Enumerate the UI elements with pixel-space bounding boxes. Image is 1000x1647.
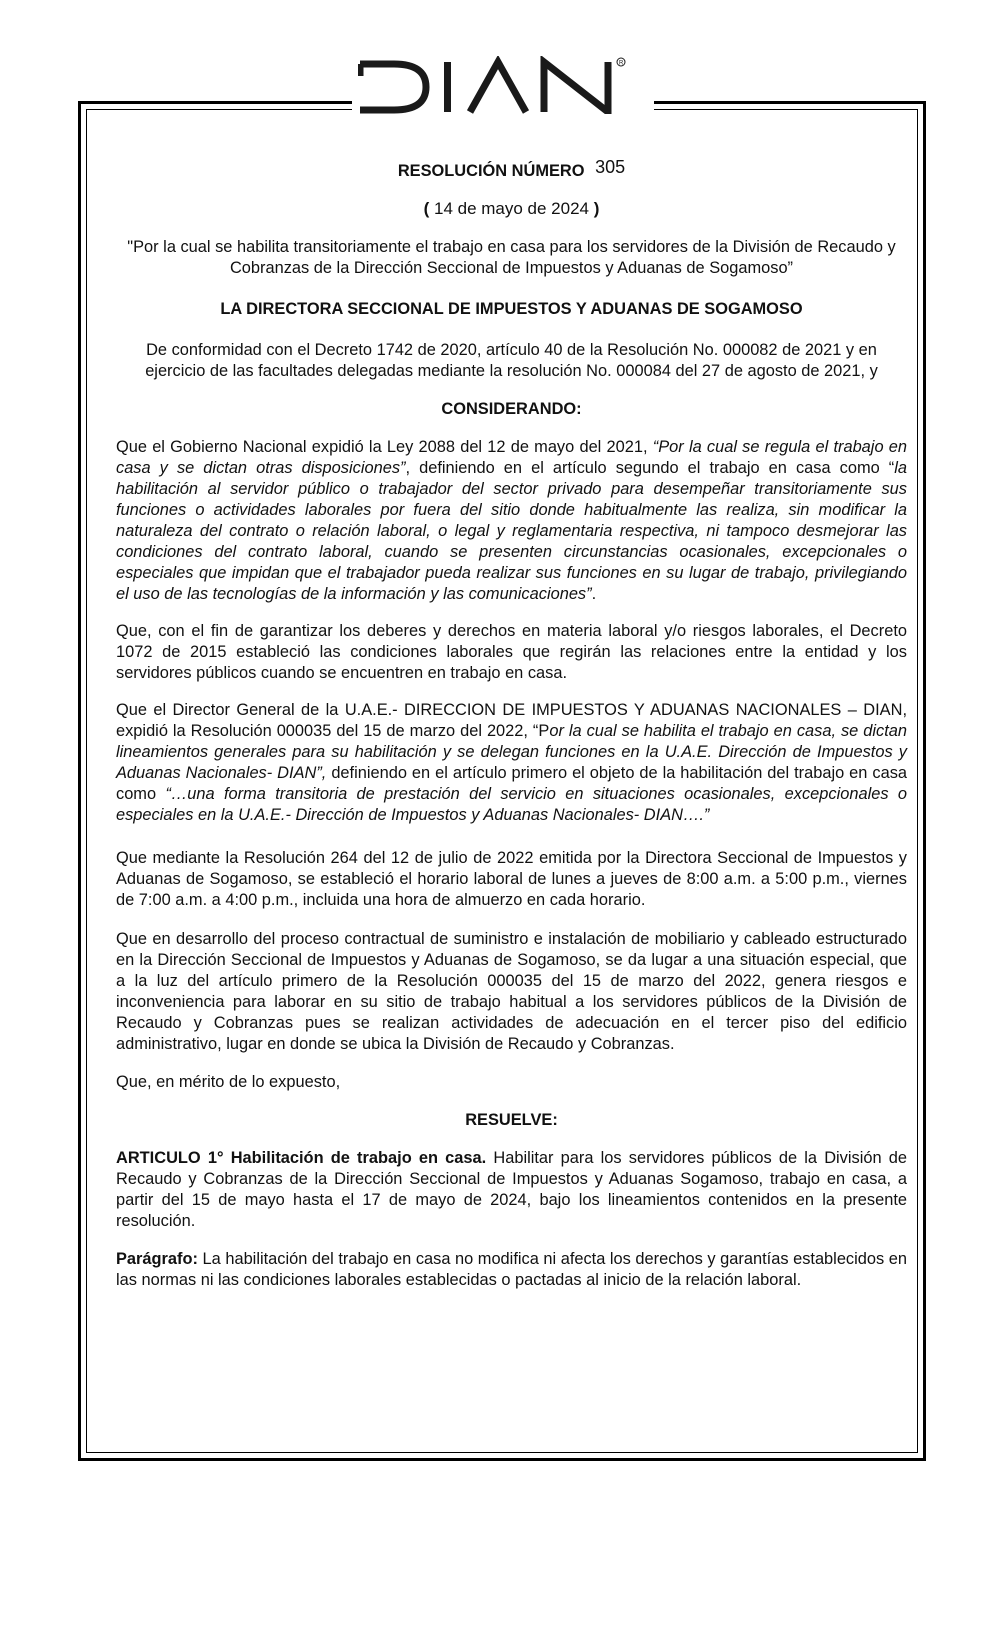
p1-text-a: Que el Gobierno Nacional expidió la Ley 2088 del 12 de mayo del 2021, bbox=[116, 438, 653, 456]
paragrafo-text: La habilitación del trabajo en casa no modifica ni afecta los derechos y garantías establecidos en las normas ni las condiciones laborales establecidas o pactadas al inicio de la relación laboral. bbox=[116, 1250, 907, 1289]
paragraph-resolucion-264: Que mediante la Resolución 264 del 12 de julio de 2022 emitida por la Directora Seccional de Impuestos y Aduanas de Sogamoso, se estableció el horario laboral de lunes a jueves de 8:00 a.m. a 5:00 p.m., viernes de 7:00 a.m. a 4:00 p.m., incluida una hora de almuerzo en cada horario. bbox=[116, 849, 907, 909]
legal-basis: De conformidad con el Decreto 1742 de 2020, artículo 40 de la Resolución No. 000082 de 2021 y en ejercicio de las facultades delegadas mediante la resolución No. 000084 del 27 de agosto de 2021, y bbox=[145, 341, 878, 380]
paragraph-situacion-especial: Que en desarrollo del proceso contractual de suministro e instalación de mobiliario y cableado estructurado en la Dirección Seccional de Impuestos y Aduanas de Sogamoso, se da lugar a una situación especial, que a la luz del artículo primero de la Resolución 000035 del 15 de marzo del 2022, genera riesgos e inconveniencia para laborar en su sitio de trabajo habitual a los servidores públicos de la División de Recaudo y Cobranzas pues se realizan actividades de adecuación en el tercer piso del edificio administrativo, lugar en donde se ubica la División de Recaudo y Cobranzas. bbox=[116, 930, 907, 1053]
paragraph-merito: Que, en mérito de lo expuesto, bbox=[116, 1073, 341, 1091]
p3-text-a: Que el Director General de la U.A.E.- DIRECCION DE IMPUESTOS Y ADUANAS NACIONALES – DIAN, expidió la Resolución 000035 del 15 de marzo del 2022, “P bbox=[116, 701, 907, 740]
considerando-heading: CONSIDERANDO: bbox=[441, 400, 582, 418]
article-1-label: ARTICULO 1° Habilitación de trabajo en casa. bbox=[116, 1149, 487, 1167]
p3-text-c: definiendo en el artículo primero el objeto de la habilitación del trabajo en casa como bbox=[116, 764, 907, 803]
issuing-authority: LA DIRECTORA SECCIONAL DE IMPUESTOS Y ADUANAS DE SOGAMOSO bbox=[220, 300, 803, 318]
date-close-paren: ) bbox=[593, 199, 600, 218]
date-text: 14 de mayo de 2024 bbox=[433, 199, 589, 218]
paragraph-ley-2088 bbox=[116, 437, 907, 605]
p3-quote-title: or la cual se habilita el trabajo en casa, se dictan lineamientos generales para su habilitación y se delegan funciones en la U.A.E. Dirección de Impuestos y Aduanas Nacionales- DIAN”, bbox=[116, 722, 907, 782]
p1-quote-definition: la habilitación al servidor público o trabajador del sector privado para desempeñar transitoriamente sus funciones o actividades laborales por fuera del sitio donde habitualmente las realiza, sin modificar la naturaleza del contrato o relación laboral, o legal y reglamentaria respectiva, ni tampoco desmejorar las condiciones del contrato laboral, cuando se presenten circunstancias ocasionales, excepcionales o especiales que impidan que el trabajador pueda realizar sus funciones en su lugar de trabajo, privilegiando el uso de las tecnologías de la información y las comunicaciones” bbox=[116, 459, 907, 603]
paragraph-decreto-1072: Que, con el fin de garantizar los deberes y derechos en materia laboral y/o riesgos laborales, el Decreto 1072 de 2015 estableció las condiciones laborales que regirán las relaciones entre la entidad y los servidores públicos cuando se encuentren en trabajo en casa. bbox=[116, 622, 907, 682]
p1-quote-title: “Por la cual se regula el trabajo en casa y se dictan otras disposiciones” bbox=[116, 438, 907, 477]
date-open-paren: ( bbox=[423, 199, 430, 218]
dian-logo-graphic bbox=[358, 56, 648, 114]
resolution-title bbox=[116, 157, 907, 182]
p3-quote-definition: “…una forma transitoria de prestación del servicio en situaciones ocasionales, excepcionales o especiales en la U.A.E.- Dirección de Impuestos y Aduanas Nacionales- DIAN….” bbox=[116, 785, 907, 824]
paragrafo-label: Parágrafo: bbox=[116, 1250, 198, 1268]
document-body bbox=[116, 157, 907, 1291]
resuelve-heading: RESUELVE: bbox=[465, 1111, 558, 1129]
p1-text-c: , definiendo en el artículo segundo el trabajo en casa como “ bbox=[405, 459, 895, 477]
resolution-subject: "Por la cual se habilita transitoriamente el trabajo en casa para los servidores de la División de Recaudo y Cobranzas de la Dirección Seccional de Impuestos y Aduanas de Sogamoso” bbox=[127, 238, 896, 277]
article-1 bbox=[116, 1148, 907, 1232]
paragrafo bbox=[116, 1249, 907, 1291]
resolution-date bbox=[116, 198, 907, 219]
resolution-number: 305 bbox=[595, 157, 626, 177]
p1-text-e: . bbox=[591, 585, 597, 603]
resolution-label: RESOLUCIÓN NÚMERO bbox=[397, 162, 585, 180]
article-1-text: Habilitar para los servidores públicos de la División de Recaudo y Cobranzas de la Dirección Seccional de Impuestos y Aduanas Sogamoso, trabajo en casa, a partir del 15 de mayo hasta el 17 de mayo de 2024, bajo los lineamientos contenidos en la presente resolución. bbox=[116, 1149, 907, 1230]
svg-text:R: R bbox=[619, 60, 624, 67]
dian-logo bbox=[352, 56, 654, 122]
paragraph-resolucion-000035 bbox=[116, 700, 907, 826]
